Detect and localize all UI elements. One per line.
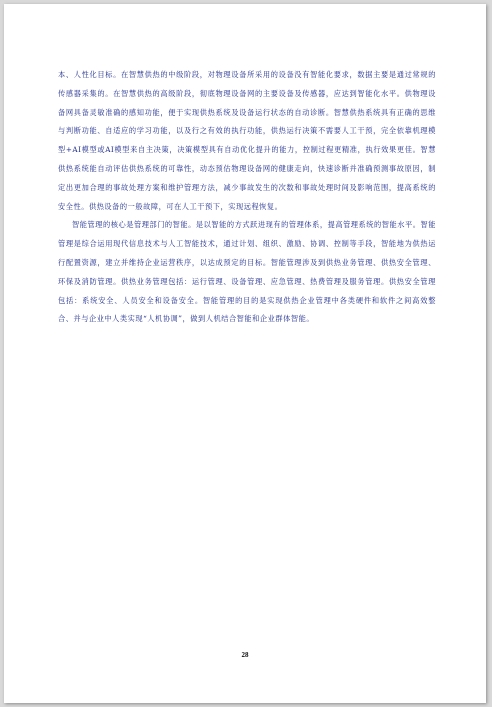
document-page — [4, 4, 486, 703]
paragraph-smart-management: 智能管理的核心是管理部门的智能。是以智能的方式跃进现有的管理体系，提高管理系统的智能水平。智能管理是综合运用现代信息技术与人工智能技术，通过计划、组织、激励、协调、控制等手段，智能地为供热运行配置资源，建立并维持企业运营秩序，以达成预定的目标。智能管理涉及到供热业务管理、供热安全管理、环保及消防管理。供热业务管理包括：运行管理、设备管理、应急管理、热费管理及服务管理。供热安全管理包括：系统安全、人员安全和设备安全。智能管理的目的是实现供热企业管理中各类硬件和软件之间高效整合、并与企业中人类实现“人机协调”，做到人机结合智能和企业群体智能。 — [58, 220, 436, 324]
page-body — [58, 66, 436, 329]
page-number: 28 — [241, 651, 249, 659]
paragraph-smart-heating: 本、人性化目标。在智慧供热的中级阶段，对物理设备所采用的设备没有智能化要求，数据主要是通过常规的传感器采集的。在智慧供热的高级阶段，彻底物理设备网的主要设备及传感器，应达到智能化水平。供物理设备网具备灵敏准确的感知功能，便于实现供热系统及设备运行状态的自动诊断。智慧供热系统具有正确的思维与判断功能、自适应的学习功能，以及行之有效的执行功能，供热运行决策不需要人工干预，完全依靠机理模型+AI模型或AI模型来自主决策，决策模型具有自动优化提升的能力，控制过程更精准，执行效果更佳。智慧供热系统能自动评估供热系统的可靠性，动态预估物理设备网的健康走向，快速诊断并准确预测事故原因，制定出更加合理的事故处理方案和维护管理方法，减少事故发生的次数和事故处理时间及影响范围，提高系统的安全性。供热设备的一般故障，可在人工干预下，实现远程恢复。 — [58, 70, 436, 211]
